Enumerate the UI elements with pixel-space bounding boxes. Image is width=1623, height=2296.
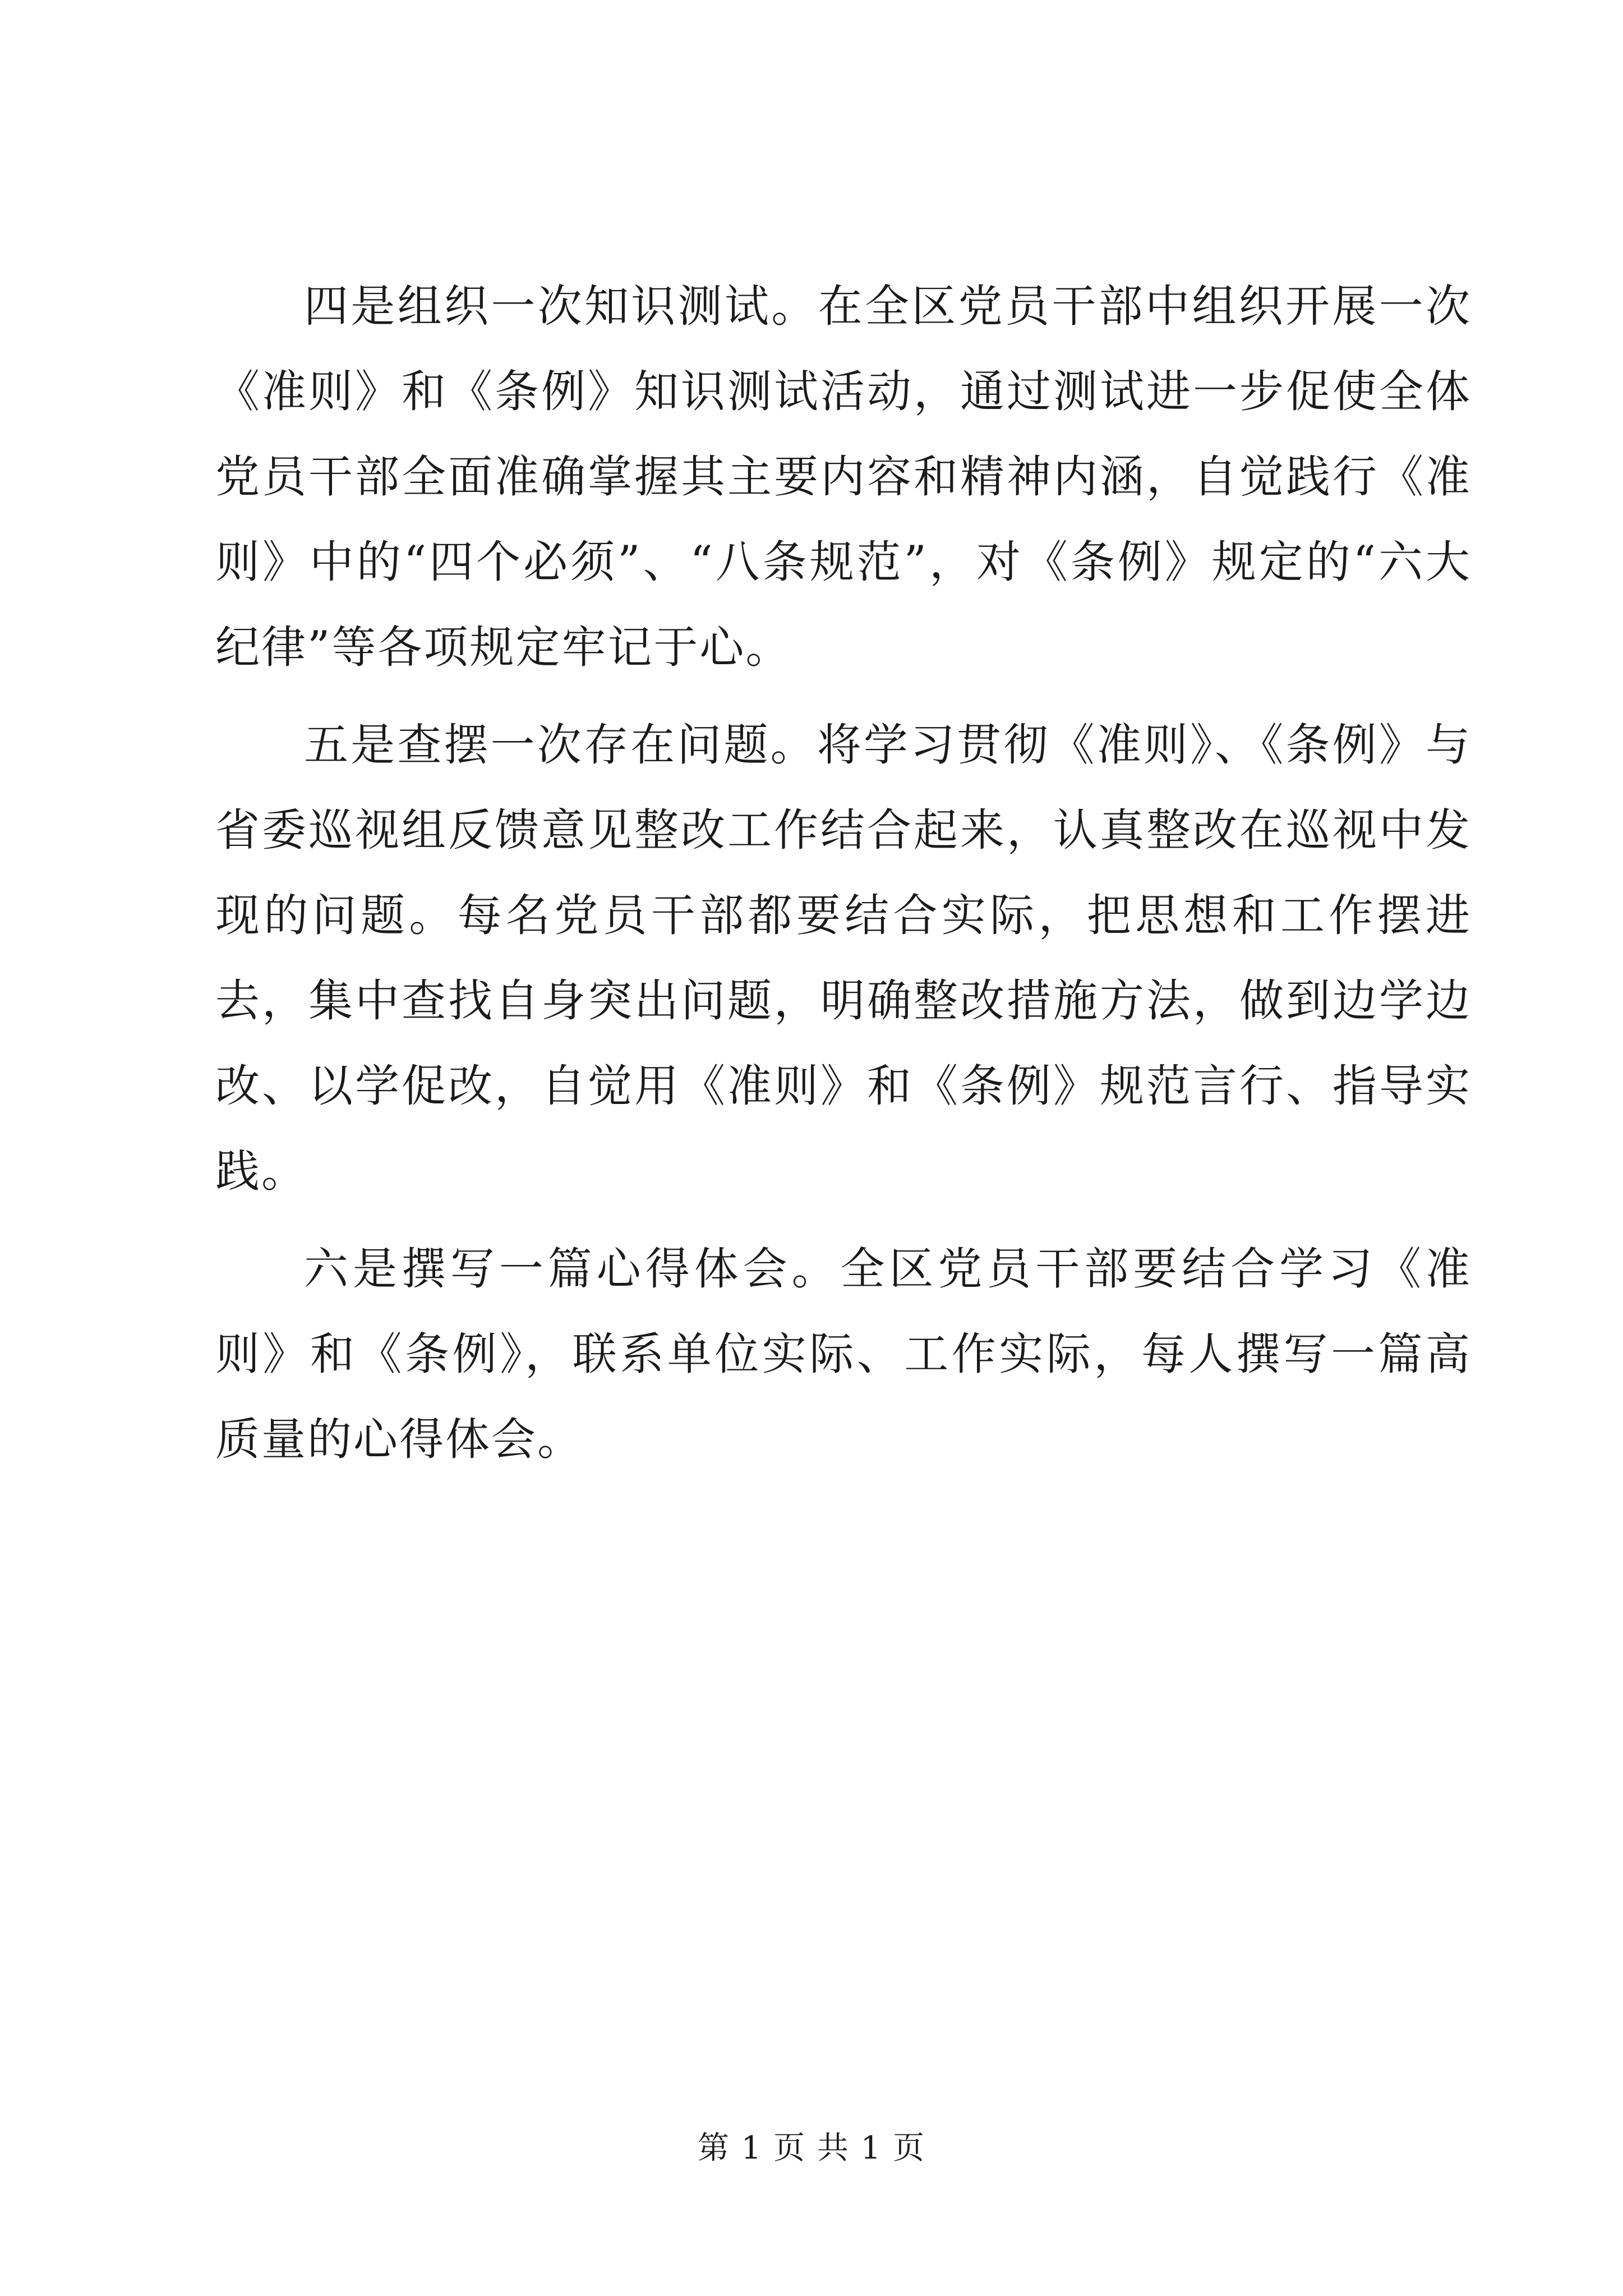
page-number-footer: 第 1 页 共 1 页 <box>697 2130 926 2166</box>
paragraph-knowledge-test: 四是组织一次知识测试。在全区党员干部中组织开展一次《准则》和《条例》知识测试活动，通过测试进一步促使全体党员干部全面准确掌握其主要内容和精神内涵，自觉践行《准则》中的“四个必须”、“八条规范”，对《条例》规定的“六大纪律”等各项规定牢记于心。 <box>215 280 1472 673</box>
paragraph-experience-writing: 六是撰写一篇心得体会。全区党员干部要结合学习《准则》和《条例》，联系单位实际、工作实际，每人撰写一篇高质量的心得体会。 <box>215 1243 1472 1465</box>
paragraph-problem-review: 五是查摆一次存在问题。将学习贯彻《准则》、《条例》与省委巡视组反馈意见整改工作结合起来，认真整改在巡视中发现的问题。每名党员干部都要结合实际，把思想和工作摆进去，集中查找自身突出问题，明确整改措施方法，做到边学边改、以学促改，自觉用《准则》和《条例》规范言行、指导实践。 <box>215 719 1472 1197</box>
document-body <box>215 264 1472 1494</box>
